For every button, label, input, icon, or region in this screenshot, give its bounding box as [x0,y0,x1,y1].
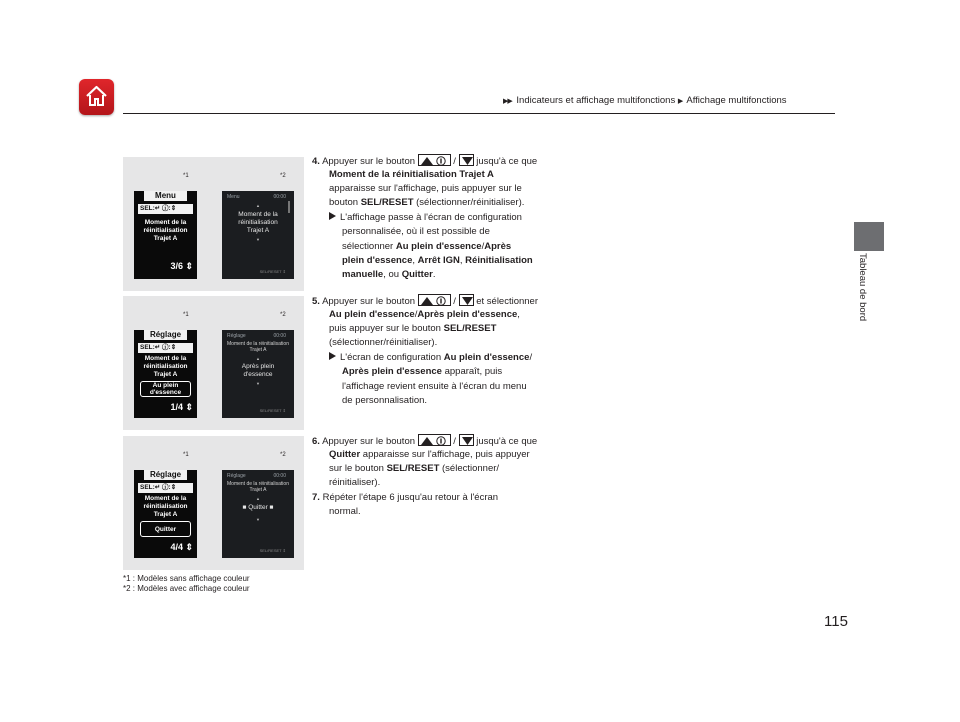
step-text: personnalisée, où il est possible de [342,226,490,237]
color-main: ■ Quitter ■ [242,504,274,511]
info-up-button-icon [418,294,451,306]
color-display [222,191,294,279]
mono-body: Moment de la réinitialisation Trajet A [143,355,188,378]
up-arrow-icon: ▲ [256,203,260,208]
step-text: , ou [383,269,400,280]
step-text: apparaît, puis [444,366,503,377]
punct: , [517,309,520,320]
home-button[interactable] [79,79,114,115]
color-title: Menu [227,194,240,200]
mono-body: Moment de la réinitialisation Trajet A [143,219,188,242]
down-arrow-icon: ▼ [256,517,260,522]
mono-display [134,330,197,418]
color-main: Moment de la réinitialisation Trajet A [238,211,278,234]
breadcrumb-link-indicators[interactable]: Indicateurs et affichage multifonctions [516,95,676,106]
step-text: jusqu'à ce que [476,436,538,447]
menu-option: Après [484,241,512,252]
step-text: sur le bouton [329,463,384,474]
breadcrumb-arrow-icon: ▶ [677,98,683,105]
mono-sel-hint: SEL:↵ ⓘ:⇕ [138,204,193,214]
color-time: 00:00 [273,194,286,200]
section-label: Tableau de bord [857,253,868,322]
footnote-2: *2 : Modèles avec affichage couleur [123,583,250,593]
step-text: L'écran de configuration [340,352,442,363]
mono-header: Réglage [144,330,187,340]
screen-panel-1 [123,157,304,291]
step-number: 6. [312,436,320,447]
down-button-icon [459,434,474,446]
menu-option: Au plein d'essence [443,352,530,363]
header-rule [123,113,835,114]
slash: / [481,241,485,252]
menu-option: manuelle [342,269,384,280]
menu-option: Quitter [401,269,433,280]
mono-display [134,191,197,279]
menu-option: Après plein d'essence [342,366,442,377]
step-text: Appuyer sur le bouton [322,436,416,447]
step-text: (sélectionner/ [442,463,500,474]
panel-label-mono: *1 [183,312,189,318]
step-text: sélectionner [342,241,394,252]
mono-pager: 1/4 ⇕ [170,402,193,412]
info-up-button-icon [418,434,451,446]
step-text: l'affichage revient ensuite à l'écran du menu [342,381,527,392]
down-button-icon [459,154,474,166]
down-arrow-icon: ▼ [256,381,260,386]
footnotes [123,574,250,593]
breadcrumb-arrow-icon: ▶▶ [503,98,512,105]
down-arrow-icon: ▼ [256,237,260,242]
footnote-1: *1 : Modèles sans affichage couleur [123,574,250,583]
result-arrow-icon [329,352,336,360]
step-text: puis appuyer sur le bouton [329,323,441,334]
step-text: bouton [329,197,359,208]
scrollbar [288,201,290,213]
color-main: Après plein d'essence [241,363,275,378]
screen-panel-2 [123,296,304,430]
breadcrumb-current: Affichage multifonctions [686,95,787,106]
home-icon [84,84,109,109]
button-name: SEL/RESET [386,463,440,474]
menu-option: Réinitialisation [465,255,533,266]
color-subtitle: Moment de la réinitialisation Trajet A [227,481,289,493]
slash: / [453,156,456,167]
panel-label-mono: *1 [183,173,189,179]
panel-label-mono: *1 [183,452,189,458]
panel-label-color: *2 [280,452,286,458]
mono-pager: 3/6 ⇕ [170,261,193,271]
step-text: apparaisse sur l'affichage, puis appuyer [362,449,530,460]
step-text: (sélectionner/réinitialiser). [329,337,438,348]
menu-option: plein d'essence [342,255,413,266]
mono-display [134,470,197,558]
mono-header: Menu [144,191,187,201]
slash: / [453,296,456,307]
slash: / [529,352,533,363]
step-text: apparaisse sur l'affichage, puis appuyer sur le [329,183,522,194]
color-title: Réglage [227,333,246,339]
up-arrow-icon: ▲ [256,356,260,361]
menu-option: Au plein d'essence [395,241,482,252]
mono-pager: 4/4 ⇕ [170,542,193,552]
step-text: jusqu'à ce que [476,156,538,167]
menu-option: Quitter [329,449,361,460]
step-text: Appuyer sur le bouton [322,156,416,167]
up-arrow-icon: ▲ [256,496,260,501]
step-text: de personnalisation. [342,395,428,406]
mono-option-box: Au plein d'essence [140,381,191,397]
down-button-icon [459,294,474,306]
step-text: Appuyer sur le bouton [322,296,416,307]
section-tab[interactable] [854,222,884,251]
color-display [222,330,294,418]
mono-header: Réglage [144,470,187,480]
color-title: Réglage [227,473,246,479]
mono-sel-hint: SEL:↵ ⓘ:⇕ [138,483,193,493]
mono-body: Moment de la réinitialisation Trajet A [143,495,188,518]
step-text: (sélectionner/réinitialiser). [416,197,525,208]
menu-option: Moment de la réinitialisation Trajet A [329,169,494,180]
mono-sel-hint: SEL:↵ ⓘ:⇕ [138,343,193,353]
menu-option: Arrêt IGN [417,255,460,266]
step-text: Répéter l'étape 6 jusqu'au retour à l'écran [322,492,499,503]
step-number: 7. [312,492,320,503]
slash: / [453,436,456,447]
color-display [222,470,294,558]
panel-label-color: *2 [280,173,286,179]
slash: / [414,309,418,320]
mono-option-box: Quitter [140,521,191,537]
punct: , [459,255,463,266]
menu-option: Au plein d'essence [329,309,415,320]
breadcrumb [503,95,787,106]
step-number: 5. [312,296,320,307]
punct: . [432,269,436,280]
menu-option: Après plein d'essence [417,309,518,320]
step-number: 4. [312,156,320,167]
screen-panel-3 [123,436,304,570]
step-text: normal. [329,506,361,517]
page-number: 115 [824,613,848,630]
color-footer: SEL/RESET ⇕ [259,408,286,413]
color-footer: SEL/RESET ⇕ [259,269,286,274]
button-name: SEL/RESET [360,197,414,208]
step-text: et sélectionner [476,296,539,307]
panel-label-color: *2 [280,312,286,318]
info-up-button-icon [418,154,451,166]
step-text: réinitialiser). [329,477,381,488]
result-arrow-icon [329,212,336,220]
color-subtitle: Moment de la réinitialisation Trajet A [227,341,289,353]
color-time: 00:00 [273,333,286,339]
punct: , [412,255,416,266]
color-time: 00:00 [273,473,286,479]
step-text: L'affichage passe à l'écran de configuration [340,212,522,223]
button-name: SEL/RESET [443,323,497,334]
color-footer: SEL/RESET ⇕ [259,548,286,553]
